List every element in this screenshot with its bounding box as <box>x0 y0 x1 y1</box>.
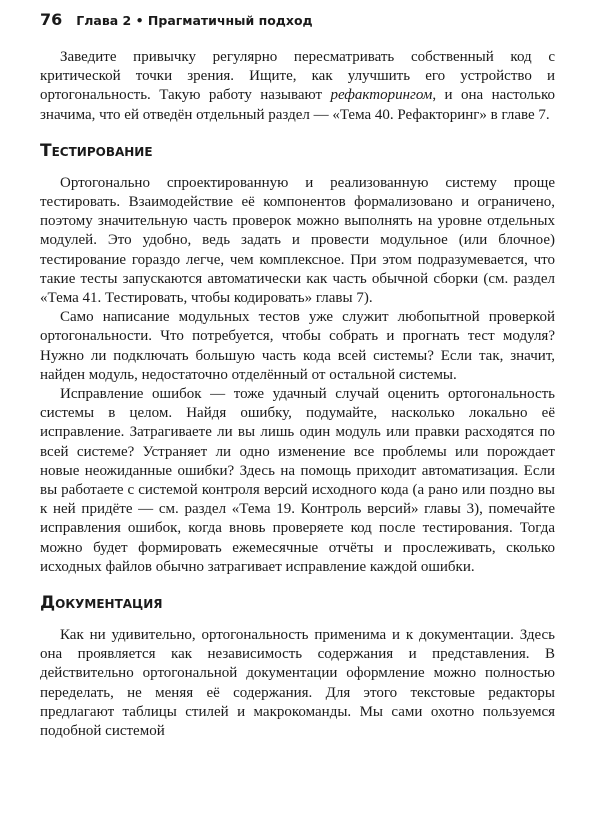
page-number: 76 <box>40 10 63 29</box>
refactoring-term: рефакторингом <box>330 87 433 104</box>
intro-text-end: , и она настолько значима, что ей отведён отдельный раздел — «Тема 40. Рефакторинг» в главе 7. <box>40 87 555 123</box>
documentation-paragraph-1: Как ни удивительно, ортогональность применима и к документации. Здесь она проявляется как независимость содержания и представления. В действительно ортогональной документации оформление можно полностью переделать, не меняя её содержания. Для этого текстовые редакторы предлагают таблицы стилей и макрокоманды. Мы сами охотно пользуемся подобной системой <box>40 627 555 740</box>
page-content <box>40 48 555 741</box>
chapter-running-title: Глава 2 • Прагматичный подход <box>76 13 313 28</box>
running-head <box>40 10 564 32</box>
testing-paragraph-3: Исправление ошибок — тоже удачный случай оценить ортогональность системы в целом. Найдя ошибку, подумайте, насколько локально её исправление. Затрагиваете ли вы лишь один модуль или правки расходятся по всей системе? Устраняет ли одно изменение все проблемы или порождает новые неожиданные ошибки? Здесь на помощь приходит автоматизация. Если вы работаете с системой контроля версий исходного кода (а рано или поздно вы к ней придёте — см. раздел «Тема 19. Контроль версий» главы 3), помечайте исправления ошибок, когда вновь проверяете код после тестирования. Тогда можно будет формировать ежемесячные отчёты и прослеживать, сколько исходных файлов обычно затрагивает исправление каждой ошибки. <box>40 386 555 575</box>
section-heading-testing: Тестирование <box>40 140 153 161</box>
intro-paragraph <box>40 48 555 125</box>
intro-text-start: Заведите привычку регулярно пересматривать собственный код с критической точки зрения. Ищите, как улучшить его устройство и ортогональность. Такую работу называют <box>40 49 555 104</box>
testing-paragraph-2: Само написание модульных тестов уже служит любопытной проверкой ортогональности. Что потребуется, чтобы собрать и прогнать тест модуля? Нужно ли подключать большую часть кода всей системы? Если так, значит, найден модуль, недостаточно отделённый от остальной системы. <box>40 309 555 383</box>
testing-paragraph-1: Ортогонально спроектированную и реализованную систему проще тестировать. Взаимодействие её компонентов формализовано и ограничено, поэтому значительную часть проверок можно выполнять на уровне отдельных модулей. Это удобно, ведь задать и провести модульное (или блочное) тестирование гораздо легче, чем комплексное. При этом подразумевается, что такие тесты запускаются автоматически как часть обычной сборки (см. раздел «Тема 41. Тестировать, чтобы кодировать» главы 7). <box>40 174 555 307</box>
section-heading-documentation: Документация <box>40 593 163 614</box>
